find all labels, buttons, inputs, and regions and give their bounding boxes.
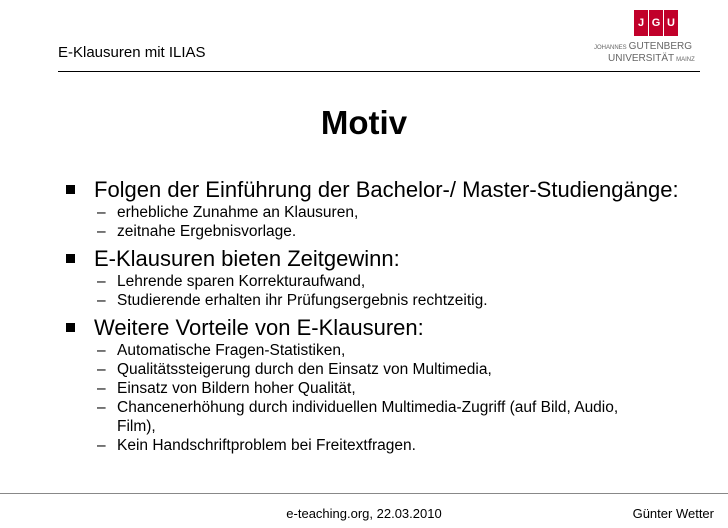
bullet-item (66, 315, 706, 341)
logo-gutenberg: GUTENBERG (628, 41, 693, 52)
footer-author: Günter Wetter (632, 506, 714, 521)
logo-text-line1 (594, 41, 692, 52)
dash-icon: – (97, 342, 106, 359)
sub-bullet-text: Chancenerhöhung durch individuellen Multimedia-Zugriff (auf Bild, Audio, Film), (117, 399, 619, 435)
logo-johannes: JOHANNES (594, 45, 627, 51)
bullet-text: E-Klausuren bieten Zeitgewinn: (94, 246, 400, 271)
sub-bullet-item (66, 341, 706, 360)
bullet-text: Folgen der Einführung der Bachelor-/ Master-Studiengänge: (94, 177, 679, 202)
sub-bullet-text: Qualitätssteigerung durch den Einsatz von Multimedia, (117, 361, 492, 378)
logo-mainz: MAINZ (676, 57, 695, 63)
bullet-list (66, 174, 706, 455)
square-bullet-icon (66, 185, 75, 194)
dash-icon: – (97, 204, 106, 221)
sub-bullet-item (66, 398, 657, 436)
dash-icon: – (97, 437, 106, 454)
header-title: E-Klausuren mit ILIAS (58, 44, 206, 61)
square-bullet-icon (66, 323, 75, 332)
sub-bullet-text: Studierende erhalten ihr Prüfungsergebnis rechtzeitig. (117, 292, 488, 309)
logo-box-j: J (634, 10, 648, 36)
footer-source-date: e-teaching.org, 22.03.2010 (286, 506, 442, 521)
sub-bullet-text: zeitnahe Ergebnisvorlage. (117, 223, 297, 240)
dash-icon: – (97, 380, 106, 397)
bullet-item (66, 177, 706, 203)
sub-bullet-item (66, 360, 706, 379)
dash-icon: – (97, 292, 106, 309)
square-bullet-icon (66, 254, 75, 263)
header-divider (58, 71, 700, 72)
sub-bullet-item (66, 222, 706, 241)
logo-box-g: G (649, 10, 663, 36)
slide-title: Motiv (320, 104, 408, 141)
logo-text-line2 (608, 53, 695, 64)
sub-bullet-item (66, 291, 706, 310)
logo-box-u: U (664, 10, 678, 36)
dash-icon: – (97, 273, 106, 290)
bullet-item (66, 246, 706, 272)
sub-bullet-item (66, 203, 706, 222)
dash-icon: – (97, 399, 106, 416)
dash-icon: – (97, 361, 106, 378)
university-logo (594, 10, 704, 66)
bullet-text: Weitere Vorteile von E-Klausuren: (94, 315, 424, 340)
sub-bullet-text: Kein Handschriftproblem bei Freitextfragen. (117, 437, 416, 454)
sub-bullet-text: Lehrende sparen Korrekturaufwand, (117, 273, 366, 290)
footer-divider (0, 493, 728, 494)
sub-bullet-text: erhebliche Zunahme an Klausuren, (117, 204, 359, 221)
dash-icon: – (97, 223, 106, 240)
logo-universitaet: UNIVERSITÄT (608, 53, 675, 64)
sub-bullet-item (66, 436, 706, 455)
sub-bullet-item (66, 379, 706, 398)
logo-mark (634, 10, 679, 36)
sub-bullet-text: Automatische Fragen-Statistiken, (117, 342, 346, 359)
sub-bullet-item (66, 272, 706, 291)
sub-bullet-text: Einsatz von Bildern hoher Qualität, (117, 380, 356, 397)
